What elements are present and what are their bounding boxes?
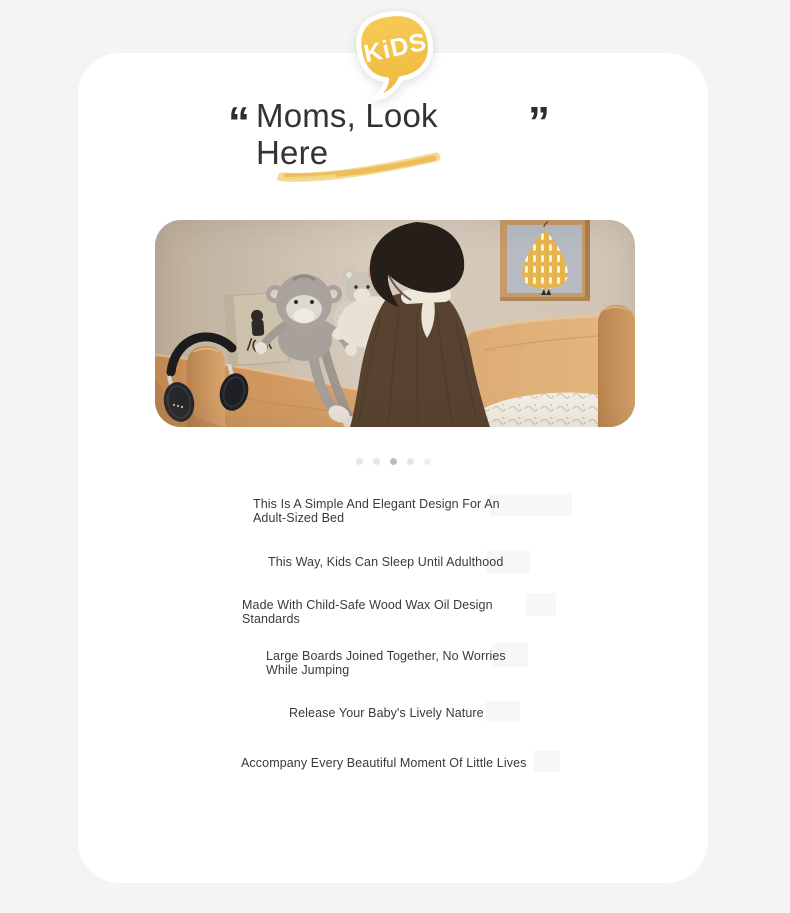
feature-item — [241, 756, 526, 770]
photo-bed-post — [598, 305, 635, 427]
kids-badge — [346, 4, 446, 104]
feature-text: Made With Child-Safe Wood Wax Oil Design — [242, 598, 493, 612]
feature-text: Standards — [242, 612, 300, 626]
feature-item — [266, 649, 506, 677]
feature-shade — [486, 701, 520, 722]
feature-text: Adult-Sized Bed — [253, 511, 345, 525]
carousel-dots — [78, 457, 708, 465]
carousel-dot[interactable] — [424, 458, 431, 465]
feature-item — [268, 555, 503, 569]
photo-frame-art — [500, 220, 590, 301]
feature-text: This Is A Simple And Elegant Design For An — [253, 497, 500, 511]
feature-item — [242, 598, 493, 626]
page-title-line1: Moms, Look — [256, 97, 438, 134]
kids-badge-label: KiDS — [361, 27, 430, 69]
feature-text: Accompany Every Beautiful Moment Of Little Lives — [241, 756, 527, 770]
product-photo-carousel[interactable] — [155, 220, 635, 427]
feature-text: Large Boards Joined Together, No Worries — [266, 649, 506, 663]
open-quote-icon: “ — [228, 98, 248, 147]
feature-shade — [534, 751, 560, 772]
feature-text: While Jumping — [266, 663, 350, 677]
product-photo — [155, 220, 635, 427]
feature-shade — [526, 593, 556, 616]
page-title-line2: Here — [256, 134, 329, 171]
carousel-dot[interactable] — [373, 458, 380, 465]
close-quote-icon: ” — [528, 98, 548, 147]
carousel-dot[interactable] — [356, 458, 363, 465]
feature-text: Release Your Baby's Lively Nature — [289, 706, 484, 720]
speech-bubble-icon — [355, 9, 437, 99]
feature-item — [289, 706, 484, 720]
feature-text: This Way, Kids Can Sleep Until Adulthood — [268, 555, 504, 569]
content-card — [78, 53, 708, 883]
feature-item — [253, 497, 500, 525]
feature-shade — [490, 494, 572, 516]
carousel-dot[interactable] — [390, 458, 397, 465]
carousel-dot[interactable] — [407, 458, 414, 465]
